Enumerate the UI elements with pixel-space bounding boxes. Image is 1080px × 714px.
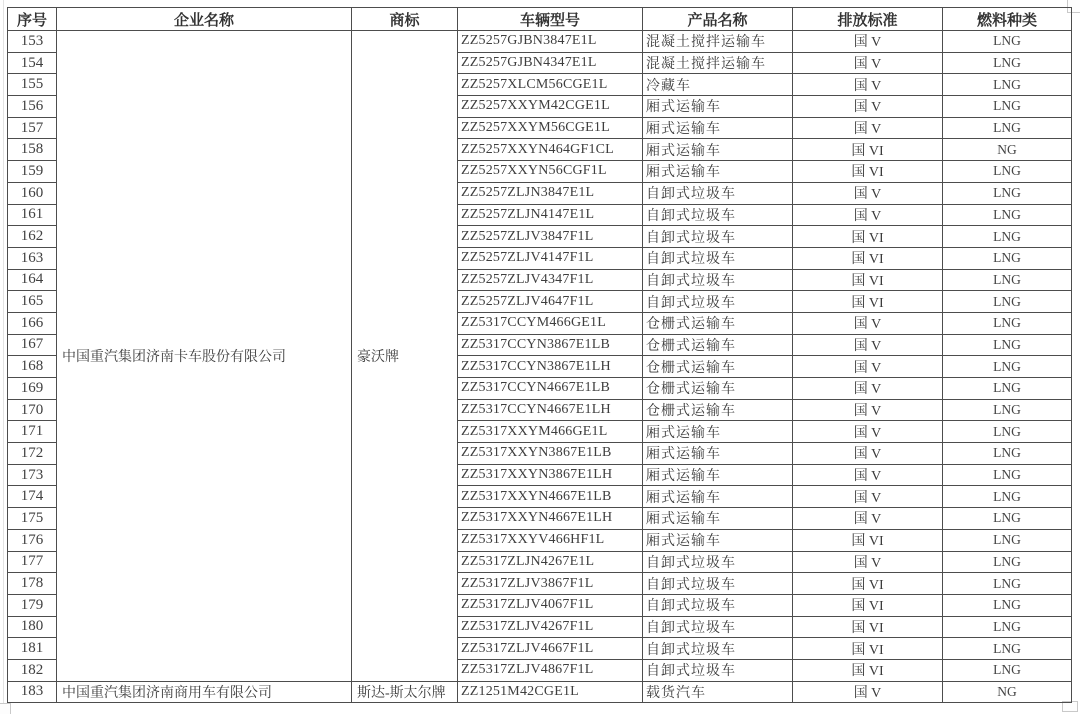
model-cell: ZZ5257XXYN56CGF1L: [458, 161, 643, 183]
table-row: [8, 681, 1072, 703]
model-cell: ZZ5317XXYN4667E1LH: [458, 508, 643, 530]
serial-cell: 156: [8, 96, 57, 118]
model-cell: ZZ5257GJBN4347E1L: [458, 52, 643, 74]
standard-cell: 国 VI: [793, 594, 943, 616]
fuel-cell: LNG: [943, 269, 1072, 291]
product-cell: 自卸式垃圾车: [643, 291, 793, 313]
model-cell: ZZ5317XXYN4667E1LB: [458, 486, 643, 508]
serial-cell: 154: [8, 52, 57, 74]
scan-artifact: [0, 703, 11, 714]
standard-cell: 国 V: [793, 96, 943, 118]
standard-cell: 国 V: [793, 52, 943, 74]
model-cell: ZZ1251M42CGE1L: [458, 681, 643, 703]
fuel-cell: LNG: [943, 52, 1072, 74]
standard-cell: 国 V: [793, 356, 943, 378]
table-header: [8, 8, 1072, 31]
product-cell: 自卸式垃圾车: [643, 638, 793, 660]
fuel-cell: LNG: [943, 443, 1072, 465]
product-cell: 仓栅式运输车: [643, 334, 793, 356]
standard-cell: 国 V: [793, 31, 943, 53]
standard-cell: 国 V: [793, 204, 943, 226]
standard-cell: 国 VI: [793, 573, 943, 595]
serial-cell: 158: [8, 139, 57, 161]
fuel-cell: LNG: [943, 464, 1072, 486]
model-cell: ZZ5257ZLJN4147E1L: [458, 204, 643, 226]
fuel-cell: LNG: [943, 573, 1072, 595]
model-cell: ZZ5317XXYN3867E1LH: [458, 464, 643, 486]
model-cell: ZZ5257GJBN3847E1L: [458, 31, 643, 53]
fuel-cell: LNG: [943, 594, 1072, 616]
product-cell: 厢式运输车: [643, 117, 793, 139]
fuel-cell: LNG: [943, 31, 1072, 53]
standard-cell: 国 V: [793, 464, 943, 486]
model-cell: ZZ5317ZLJV4867F1L: [458, 659, 643, 681]
model-cell: ZZ5317CCYN4667E1LH: [458, 399, 643, 421]
product-cell: 厢式运输车: [643, 529, 793, 551]
trademark-cell: 斯达-斯太尔牌: [352, 681, 458, 703]
vehicle-announcement-table: [7, 7, 1072, 703]
model-cell: ZZ5257ZLJV4647F1L: [458, 291, 643, 313]
standard-cell: 国 V: [793, 74, 943, 96]
fuel-cell: LNG: [943, 204, 1072, 226]
serial-cell: 159: [8, 161, 57, 183]
fuel-cell: LNG: [943, 356, 1072, 378]
serial-cell: 155: [8, 74, 57, 96]
product-cell: 混凝土搅拌运输车: [643, 31, 793, 53]
fuel-cell: LNG: [943, 226, 1072, 248]
product-cell: 自卸式垃圾车: [643, 204, 793, 226]
product-cell: 厢式运输车: [643, 421, 793, 443]
standard-cell: 国 VI: [793, 226, 943, 248]
model-cell: ZZ5257ZLJV4147F1L: [458, 247, 643, 269]
serial-cell: 168: [8, 356, 57, 378]
standard-cell: 国 VI: [793, 659, 943, 681]
standard-cell: 国 V: [793, 421, 943, 443]
product-cell: 仓栅式运输车: [643, 312, 793, 334]
product-cell: 厢式运输车: [643, 139, 793, 161]
product-cell: 自卸式垃圾车: [643, 659, 793, 681]
serial-cell: 165: [8, 291, 57, 313]
column-header-fuel: 燃料种类: [943, 8, 1072, 31]
product-cell: 自卸式垃圾车: [643, 247, 793, 269]
fuel-cell: LNG: [943, 182, 1072, 204]
model-cell: ZZ5317ZLJV4667F1L: [458, 638, 643, 660]
serial-cell: 171: [8, 421, 57, 443]
company-cell: 中国重汽集团济南商用车有限公司: [57, 681, 352, 703]
fuel-cell: LNG: [943, 247, 1072, 269]
model-cell: ZZ5317XXYV466HF1L: [458, 529, 643, 551]
serial-cell: 157: [8, 117, 57, 139]
serial-cell: 180: [8, 616, 57, 638]
product-cell: 自卸式垃圾车: [643, 573, 793, 595]
serial-cell: 177: [8, 551, 57, 573]
product-cell: 自卸式垃圾车: [643, 269, 793, 291]
serial-cell: 172: [8, 443, 57, 465]
company-cell: 中国重汽集团济南卡车股份有限公司: [57, 31, 352, 682]
model-cell: ZZ5317CCYN4667E1LB: [458, 378, 643, 400]
fuel-cell: NG: [943, 139, 1072, 161]
column-header-no: 序号: [8, 8, 57, 31]
product-cell: 自卸式垃圾车: [643, 551, 793, 573]
fuel-cell: LNG: [943, 291, 1072, 313]
table-row: [8, 31, 1072, 53]
fuel-cell: LNG: [943, 399, 1072, 421]
serial-cell: 179: [8, 594, 57, 616]
standard-cell: 国 V: [793, 508, 943, 530]
product-cell: 仓栅式运输车: [643, 399, 793, 421]
serial-cell: 163: [8, 247, 57, 269]
fuel-cell: LNG: [943, 117, 1072, 139]
fuel-cell: LNG: [943, 334, 1072, 356]
product-cell: 仓栅式运输车: [643, 356, 793, 378]
standard-cell: 国 V: [793, 551, 943, 573]
fuel-cell: LNG: [943, 486, 1072, 508]
standard-cell: 国 V: [793, 443, 943, 465]
model-cell: ZZ5317ZLJV3867F1L: [458, 573, 643, 595]
model-cell: ZZ5257ZLJV3847F1L: [458, 226, 643, 248]
product-cell: 载货汽车: [643, 681, 793, 703]
serial-cell: 175: [8, 508, 57, 530]
model-cell: ZZ5257ZLJV4347F1L: [458, 269, 643, 291]
product-cell: 自卸式垃圾车: [643, 616, 793, 638]
standard-cell: 国 VI: [793, 161, 943, 183]
product-cell: 自卸式垃圾车: [643, 594, 793, 616]
model-cell: ZZ5317XXYM466GE1L: [458, 421, 643, 443]
product-cell: 厢式运输车: [643, 464, 793, 486]
standard-cell: 国 V: [793, 486, 943, 508]
model-cell: ZZ5317ZLJV4267F1L: [458, 616, 643, 638]
serial-cell: 169: [8, 378, 57, 400]
serial-cell: 167: [8, 334, 57, 356]
column-header-model: 车辆型号: [458, 8, 643, 31]
product-cell: 仓栅式运输车: [643, 378, 793, 400]
fuel-cell: LNG: [943, 312, 1072, 334]
product-cell: 厢式运输车: [643, 443, 793, 465]
fuel-cell: LNG: [943, 96, 1072, 118]
column-header-company: 企业名称: [57, 8, 352, 31]
serial-cell: 160: [8, 182, 57, 204]
model-cell: ZZ5257XXYM42CGE1L: [458, 96, 643, 118]
model-cell: ZZ5317CCYM466GE1L: [458, 312, 643, 334]
column-header-trademark: 商标: [352, 8, 458, 31]
product-cell: 自卸式垃圾车: [643, 226, 793, 248]
product-cell: 厢式运输车: [643, 508, 793, 530]
model-cell: ZZ5257XLCM56CGE1L: [458, 74, 643, 96]
serial-cell: 174: [8, 486, 57, 508]
model-cell: ZZ5257ZLJN3847E1L: [458, 182, 643, 204]
model-cell: ZZ5317XXYN3867E1LB: [458, 443, 643, 465]
serial-cell: 176: [8, 529, 57, 551]
page-edge-line: [3, 0, 4, 714]
standard-cell: 国 V: [793, 334, 943, 356]
fuel-cell: LNG: [943, 529, 1072, 551]
standard-cell: 国 V: [793, 312, 943, 334]
serial-cell: 182: [8, 659, 57, 681]
standard-cell: 国 V: [793, 399, 943, 421]
column-header-product: 产品名称: [643, 8, 793, 31]
serial-cell: 164: [8, 269, 57, 291]
model-cell: ZZ5317ZLJV4067F1L: [458, 594, 643, 616]
model-cell: ZZ5317CCYN3867E1LB: [458, 334, 643, 356]
standard-cell: 国 VI: [793, 291, 943, 313]
table-body: [8, 31, 1072, 703]
model-cell: ZZ5257XXYM56CGE1L: [458, 117, 643, 139]
fuel-cell: LNG: [943, 378, 1072, 400]
model-cell: ZZ5317CCYN3867E1LH: [458, 356, 643, 378]
product-cell: 冷藏车: [643, 74, 793, 96]
fuel-cell: LNG: [943, 508, 1072, 530]
product-cell: 自卸式垃圾车: [643, 182, 793, 204]
fuel-cell: LNG: [943, 421, 1072, 443]
serial-cell: 161: [8, 204, 57, 226]
serial-cell: 166: [8, 312, 57, 334]
standard-cell: 国 VI: [793, 529, 943, 551]
standard-cell: 国 V: [793, 182, 943, 204]
standard-cell: 国 V: [793, 681, 943, 703]
serial-cell: 162: [8, 226, 57, 248]
fuel-cell: LNG: [943, 638, 1072, 660]
product-cell: 厢式运输车: [643, 161, 793, 183]
fuel-cell: NG: [943, 681, 1072, 703]
column-header-standard: 排放标准: [793, 8, 943, 31]
trademark-cell: 豪沃牌: [352, 31, 458, 682]
fuel-cell: LNG: [943, 74, 1072, 96]
serial-cell: 178: [8, 573, 57, 595]
fuel-cell: LNG: [943, 161, 1072, 183]
standard-cell: 国 V: [793, 117, 943, 139]
fuel-cell: LNG: [943, 659, 1072, 681]
serial-cell: 183: [8, 681, 57, 703]
standard-cell: 国 VI: [793, 616, 943, 638]
product-cell: 厢式运输车: [643, 96, 793, 118]
product-cell: 厢式运输车: [643, 486, 793, 508]
product-cell: 混凝土搅拌运输车: [643, 52, 793, 74]
serial-cell: 153: [8, 31, 57, 53]
model-cell: ZZ5317ZLJN4267E1L: [458, 551, 643, 573]
standard-cell: 国 VI: [793, 139, 943, 161]
fuel-cell: LNG: [943, 616, 1072, 638]
standard-cell: 国 V: [793, 378, 943, 400]
fuel-cell: LNG: [943, 551, 1072, 573]
header-row: [8, 8, 1072, 31]
standard-cell: 国 VI: [793, 638, 943, 660]
standard-cell: 国 VI: [793, 269, 943, 291]
standard-cell: 国 VI: [793, 247, 943, 269]
model-cell: ZZ5257XXYN464GF1CL: [458, 139, 643, 161]
serial-cell: 173: [8, 464, 57, 486]
serial-cell: 181: [8, 638, 57, 660]
serial-cell: 170: [8, 399, 57, 421]
